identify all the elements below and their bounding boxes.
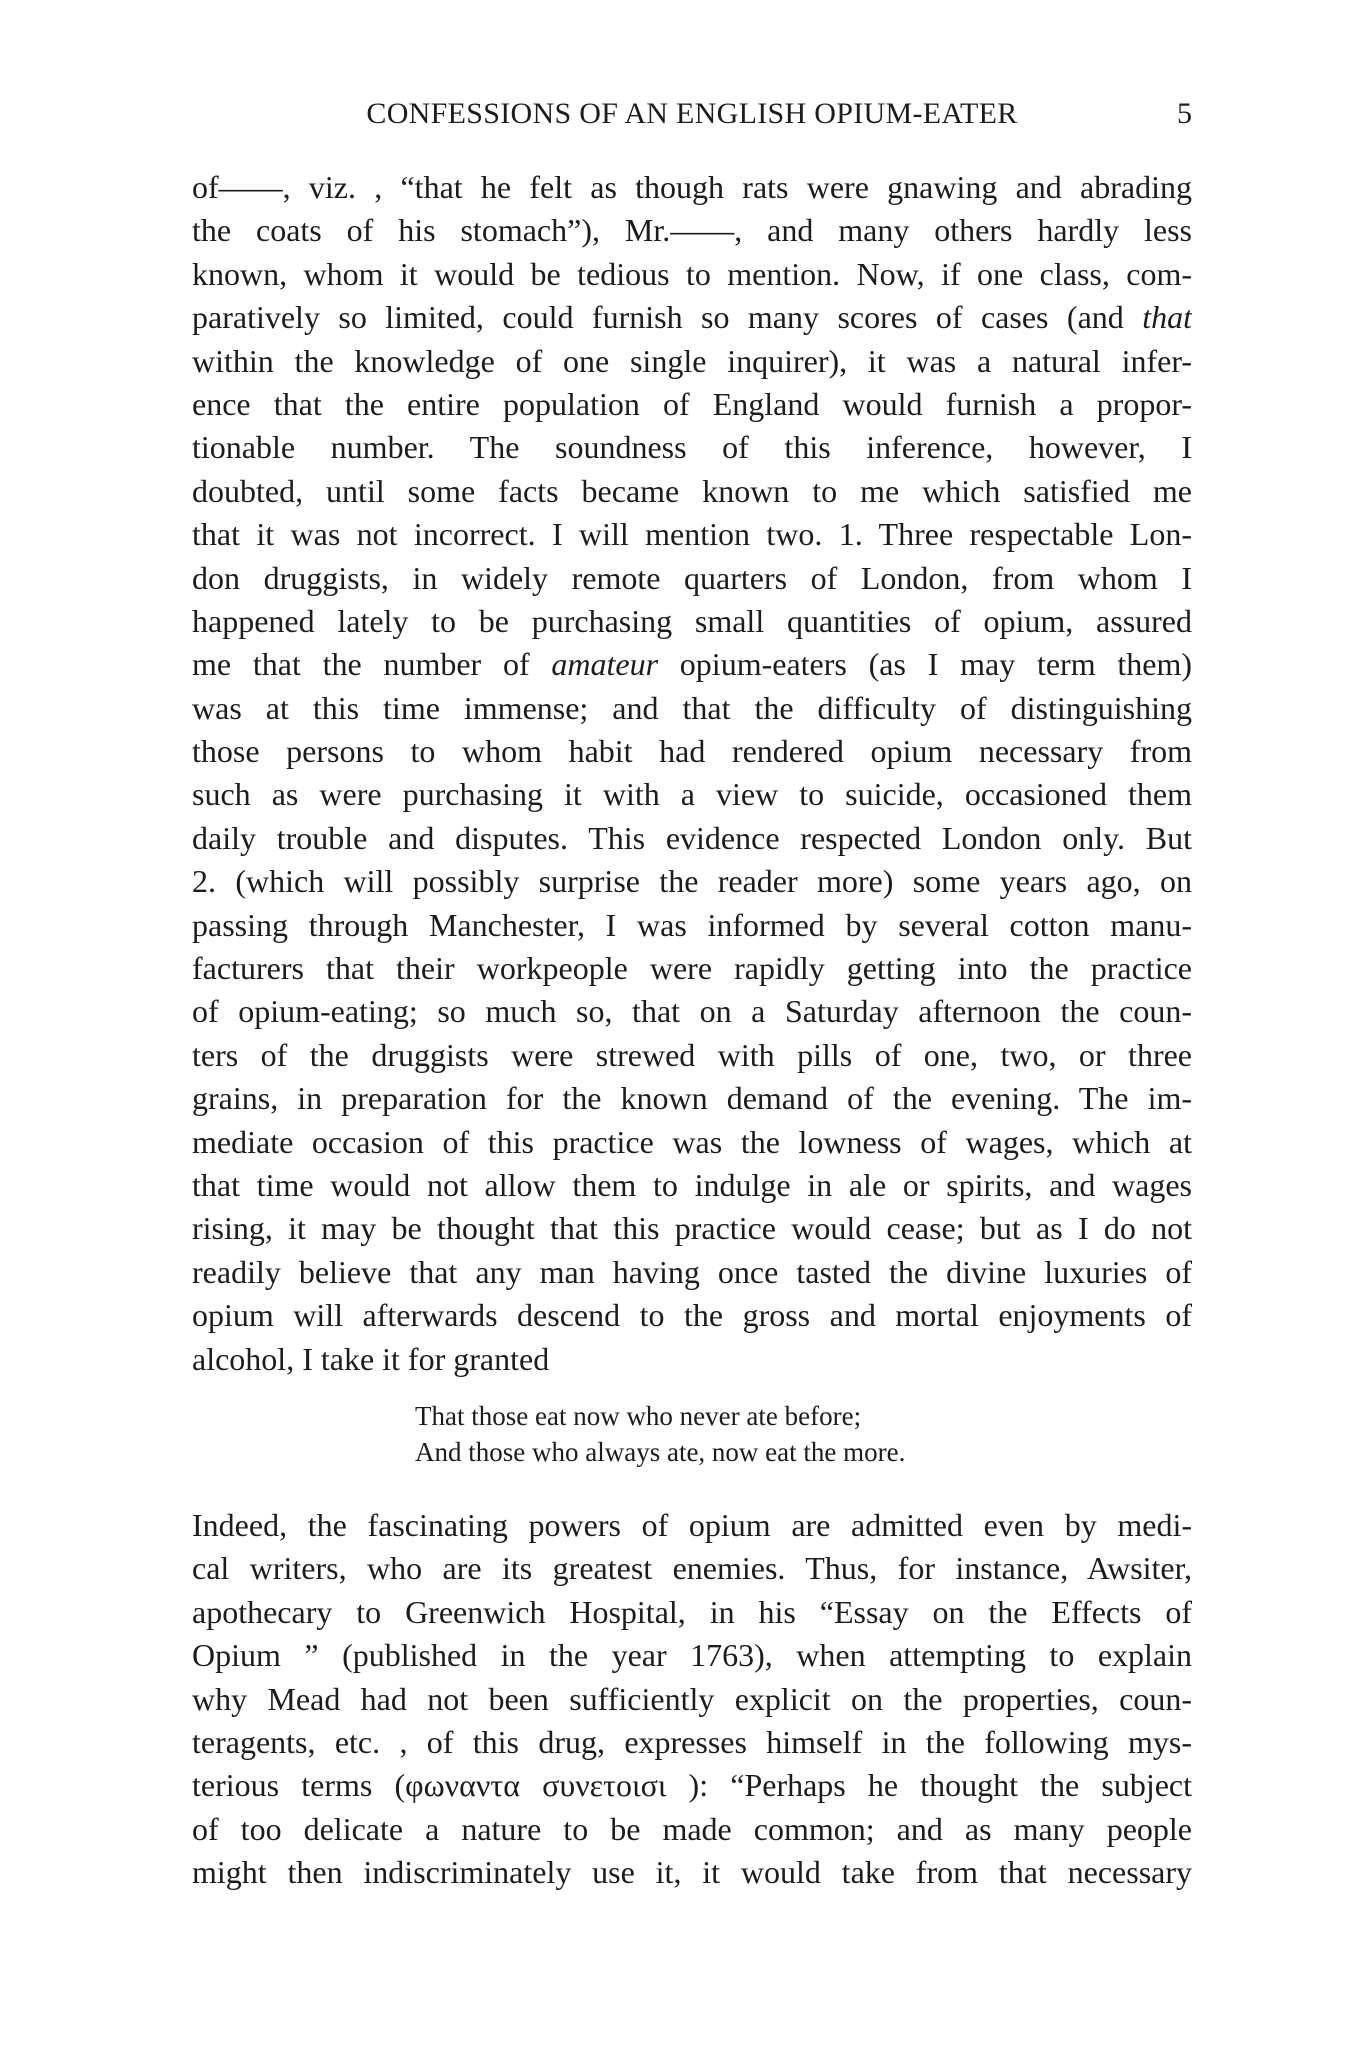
text-line: of too delicate a nature to be made common; and as many people xyxy=(192,1810,1192,1847)
text-line: doubted, until some facts became known to me which satisfied me xyxy=(192,472,1192,509)
running-title: CONFESSIONS OF AN ENGLISH OPIUM-EATER xyxy=(366,97,1018,130)
text-line: might then indiscriminately use it, it would take from that necessary xyxy=(192,1854,1192,1891)
text-line: happened lately to be purchasing small quantities of opium, assured xyxy=(192,602,1192,639)
page-number: 5 xyxy=(1177,97,1192,130)
italic-word: that xyxy=(1142,299,1192,336)
verse-quotation xyxy=(415,1398,1035,1470)
text-line: grains, in preparation for the known demand of the evening. The im- xyxy=(192,1080,1192,1117)
text-line: apothecary to Greenwich Hospital, in his “Essay on the Effects of xyxy=(192,1593,1192,1630)
text-line: within the knowledge of one single inquirer), it was a natural infer- xyxy=(192,342,1192,379)
text-line-with-italic xyxy=(192,296,1192,339)
text-line: don druggists, in widely remote quarters of London, from whom I xyxy=(192,559,1192,596)
text-line: alcohol, I take it for granted xyxy=(192,1340,550,1377)
text-line: of——, viz. , “that he felt as though rats were gnawing and abrading xyxy=(192,169,1192,205)
text-line: teragents, etc. , of this drug, expresses himself in the following mys- xyxy=(192,1723,1192,1760)
italic-word: amateur xyxy=(551,646,659,683)
text-line: of opium-eating; so much so, that on a Saturday afternoon the coun- xyxy=(192,993,1192,1030)
text-segment: paratively so limited, could furnish so many scores of cases (and xyxy=(192,299,1143,336)
text-line: tionable number. The soundness of this inference, however, I xyxy=(192,429,1192,466)
text-line: cal writers, who are its greatest enemies. Thus, for instance, Awsiter, xyxy=(192,1550,1192,1587)
verse-line: That those eat now who never ate before; xyxy=(415,1401,862,1431)
paragraph-1 xyxy=(192,166,1192,1381)
text-line: was at this time immense; and that the difficulty of distinguishing xyxy=(192,689,1192,726)
text-line: daily trouble and disputes. This evidence respected London only. But xyxy=(192,819,1192,856)
text-line: ters of the druggists were strewed with pills of one, two, or three xyxy=(192,1036,1192,1073)
text-line: readily believe that any man having once tasted the divine luxuries of xyxy=(192,1253,1192,1290)
text-line: that it was not incorrect. I will mention two. 1. Three respectable Lon- xyxy=(192,516,1192,553)
text-line: those persons to whom habit had rendered opium necessary from xyxy=(192,733,1192,770)
text-line: mediate occasion of this practice was the lowness of wages, which at xyxy=(192,1123,1192,1160)
text-line: terious terms (φωναντα συνετοισι ): “Perhaps he thought the subject xyxy=(192,1767,1192,1804)
text-line: why Mead had not been sufficiently explicit on the properties, coun- xyxy=(192,1680,1192,1717)
text-line-with-italic xyxy=(192,643,1192,686)
text-segment: me that the number of xyxy=(192,646,552,683)
text-line: rising, it may be thought that this practice would cease; but as I do not xyxy=(192,1210,1192,1247)
text-line: Opium ” (published in the year 1763), when attempting to explain xyxy=(192,1637,1192,1674)
running-head xyxy=(192,92,1192,136)
text-line: the coats of his stomach”), Mr.——, and many others hardly less xyxy=(192,212,1192,249)
text-line: passing through Manchester, I was informed by several cotton manu- xyxy=(192,906,1192,943)
text-line: ence that the entire population of England would furnish a propor- xyxy=(192,385,1192,422)
text-line: that time would not allow them to indulge in ale or spirits, and wages xyxy=(192,1166,1192,1203)
verse-line: And those who always ate, now eat the more. xyxy=(415,1437,906,1467)
text-line: 2. (which will possibly surprise the reader more) some years ago, on xyxy=(192,863,1192,900)
text-segment: opium-eaters (as I may term them) xyxy=(658,646,1192,683)
text-line: Indeed, the fascinating powers of opium are admitted even by medi- xyxy=(192,1507,1192,1543)
text-line: opium will afterwards descend to the gross and mortal enjoyments of xyxy=(192,1297,1192,1334)
text-line: known, whom it would be tedious to mention. Now, if one class, com- xyxy=(192,255,1192,292)
text-line: such as were purchasing it with a view to suicide, occasioned them xyxy=(192,776,1192,813)
text-line: facturers that their workpeople were rapidly getting into the practice xyxy=(192,950,1192,987)
paragraph-2 xyxy=(192,1504,1192,1895)
